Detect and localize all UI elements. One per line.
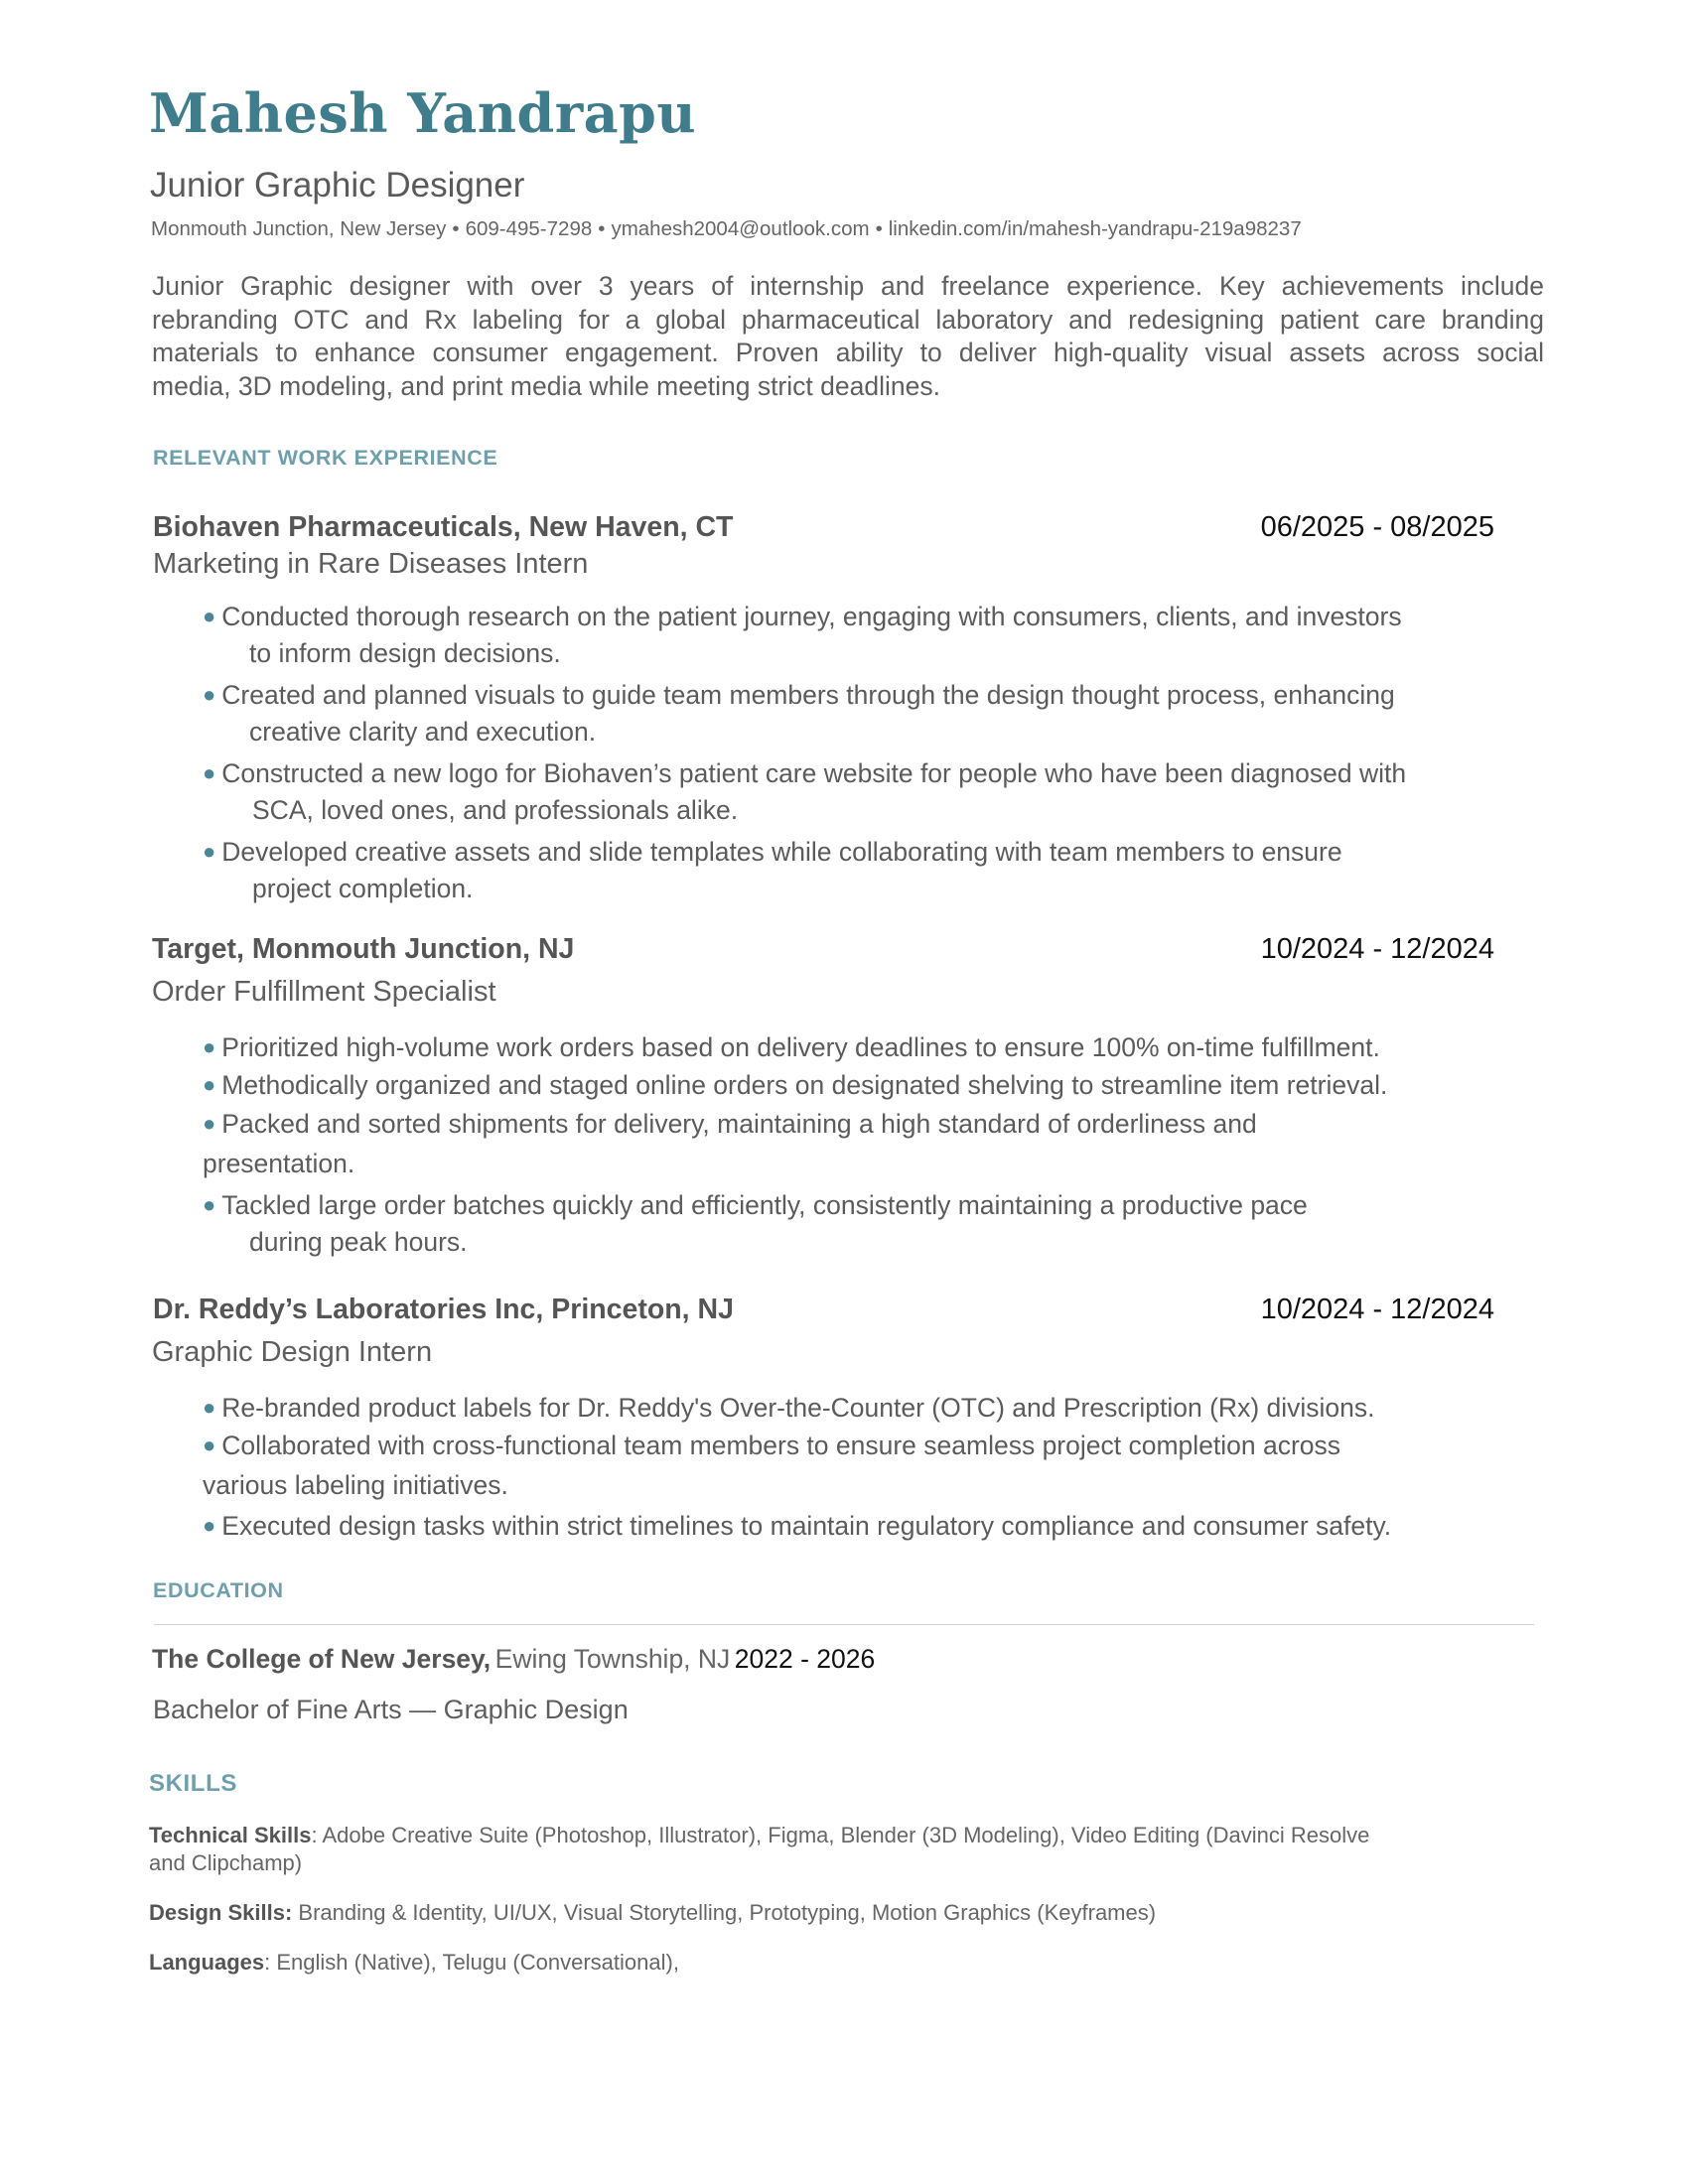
bullet-icon: ● <box>203 604 216 628</box>
bullet-continuation: creative clarity and execution. <box>249 717 597 747</box>
job-company: Biohaven Pharmaceuticals, New Haven, CT <box>153 511 734 543</box>
education-school: The College of New Jersey, <box>152 1644 492 1674</box>
bullet-text: Constructed a new logo for Biohaven’s patient care website for people who have been diagnosed with <box>221 758 1407 788</box>
summary-line: media, 3D modeling, and print media while meeting strict deadlines. <box>152 370 940 401</box>
bullet-icon: ● <box>203 1111 216 1136</box>
list-item <box>203 1070 1387 1101</box>
bullet-icon: ● <box>203 1395 216 1420</box>
candidate-title: Junior Graphic Designer <box>150 166 525 205</box>
skills-languages <box>149 1950 679 1976</box>
list-item <box>203 1032 1380 1063</box>
bullet-continuation: presentation. <box>203 1149 355 1178</box>
skills-technical-continuation: and Clipchamp) <box>149 1850 303 1875</box>
bullet-text: Conducted thorough research on the patient journey, engaging with consumers, clients, and investors <box>221 602 1402 631</box>
summary-line: rebranding OTC and Rx labeling for a global pharmaceutical laboratory and redesigning patient care branding <box>152 304 1544 335</box>
candidate-name: Mahesh Yandrapu <box>149 81 697 145</box>
job-role: Marketing in Rare Diseases Intern <box>153 548 589 580</box>
job-role: Graphic Design Intern <box>152 1336 433 1368</box>
job-company: Dr. Reddy’s Laboratories Inc, Princeton, NJ <box>153 1294 734 1325</box>
skills-design-label: Design Skills: <box>149 1900 293 1925</box>
skills-heading: SKILLS <box>149 1770 237 1797</box>
skills-design-value: Branding & Identity, UI/UX, Visual Storytelling, Prototyping, Motion Graphics (Keyframes) <box>292 1900 1157 1925</box>
skills-technical-value: : Adobe Creative Suite (Photoshop, Illustrator), Figma, Blender (3D Modeling), Video Editing (Davinci Resolve <box>311 1823 1370 1847</box>
bullet-continuation: to inform design decisions. <box>249 638 561 668</box>
bullet-icon: ● <box>203 760 216 785</box>
list-item <box>203 1431 1340 1461</box>
skills-technical <box>149 1823 1369 1848</box>
bullet-icon: ● <box>203 682 216 707</box>
bullet-continuation: during peak hours. <box>249 1227 468 1257</box>
list-item <box>203 837 1342 868</box>
bullet-text: Developed creative assets and slide templates while collaborating with team members to ensure <box>221 837 1342 867</box>
skills-design <box>149 1900 1156 1926</box>
contact-separator: • <box>598 217 606 240</box>
contact-linkedin[interactable]: linkedin.com/in/mahesh-yandrapu-219a98237 <box>888 217 1302 240</box>
list-item <box>203 758 1406 789</box>
education-location: Ewing Township, NJ <box>494 1644 731 1674</box>
list-item <box>203 1109 1257 1140</box>
job-dates: 06/2025 - 08/2025 <box>1260 511 1494 543</box>
education-divider <box>154 1624 1534 1625</box>
summary-line: Junior Graphic designer with over 3 years of internship and freelance experience. Key achievements include <box>152 271 1544 301</box>
list-item <box>203 1190 1308 1221</box>
bullet-continuation: various labeling initiatives. <box>203 1470 508 1500</box>
job-role: Order Fulfillment Specialist <box>152 976 496 1008</box>
bullet-icon: ● <box>203 1072 216 1097</box>
bullet-text: Collaborated with cross-functional team members to ensure seamless project completion across <box>221 1431 1341 1460</box>
bullet-icon: ● <box>203 1513 216 1538</box>
bullet-icon: ● <box>203 839 216 864</box>
list-item <box>203 1393 1375 1424</box>
contact-line <box>151 217 1302 241</box>
job-dates: 10/2024 - 12/2024 <box>1260 933 1494 965</box>
education-degree: Bachelor of Fine Arts — Graphic Design <box>153 1695 629 1724</box>
contact-separator: • <box>452 217 460 240</box>
contact-location: Monmouth Junction, New Jersey <box>151 217 447 240</box>
job-dates: 10/2024 - 12/2024 <box>1260 1294 1494 1325</box>
education-years: 2022 - 2026 <box>734 1644 876 1674</box>
bullet-icon: ● <box>203 1433 216 1457</box>
contact-phone: 609-495-7298 <box>465 217 593 240</box>
education-line <box>152 1644 875 1675</box>
skills-languages-label: Languages <box>149 1950 265 1975</box>
experience-heading: RELEVANT WORK EXPERIENCE <box>153 446 498 470</box>
bullet-text: Executed design tasks within strict timelines to maintain regulatory compliance and consumer safety. <box>221 1511 1392 1541</box>
list-item <box>203 680 1395 711</box>
education-heading: EDUCATION <box>153 1578 284 1602</box>
contact-separator: • <box>875 217 883 240</box>
job-company: Target, Monmouth Junction, NJ <box>152 933 575 965</box>
bullet-text: Methodically organized and staged online orders on designated shelving to streamline item retrieval. <box>221 1070 1388 1100</box>
bullet-icon: ● <box>203 1192 216 1217</box>
skills-languages-value: : English (Native), Telugu (Conversational), <box>264 1950 679 1975</box>
bullet-text: Created and planned visuals to guide team members through the design thought process, enhancing <box>221 680 1395 710</box>
bullet-text: Packed and sorted shipments for delivery, maintaining a high standard of orderliness and <box>221 1109 1257 1139</box>
bullet-text: Re-branded product labels for Dr. Reddy's Over-the-Counter (OTC) and Prescription (Rx) divisions. <box>221 1393 1375 1423</box>
bullet-icon: ● <box>203 1034 216 1059</box>
bullet-continuation: SCA, loved ones, and professionals alike. <box>252 795 739 825</box>
list-item <box>203 602 1402 632</box>
contact-email[interactable]: ymahesh2004@outlook.com <box>611 217 870 240</box>
summary-paragraph <box>152 270 1544 403</box>
list-item <box>203 1511 1391 1542</box>
skills-technical-label: Technical Skills <box>149 1823 312 1847</box>
bullet-text: Tackled large order batches quickly and efficiently, consistently maintaining a productive pace <box>221 1190 1308 1220</box>
summary-line: materials to enhance consumer engagement. Proven ability to deliver high-quality visual assets across social <box>152 338 1544 367</box>
bullet-continuation: project completion. <box>252 874 474 903</box>
bullet-text: Prioritized high-volume work orders based on delivery deadlines to ensure 100% on-time fulfillment. <box>221 1032 1380 1062</box>
